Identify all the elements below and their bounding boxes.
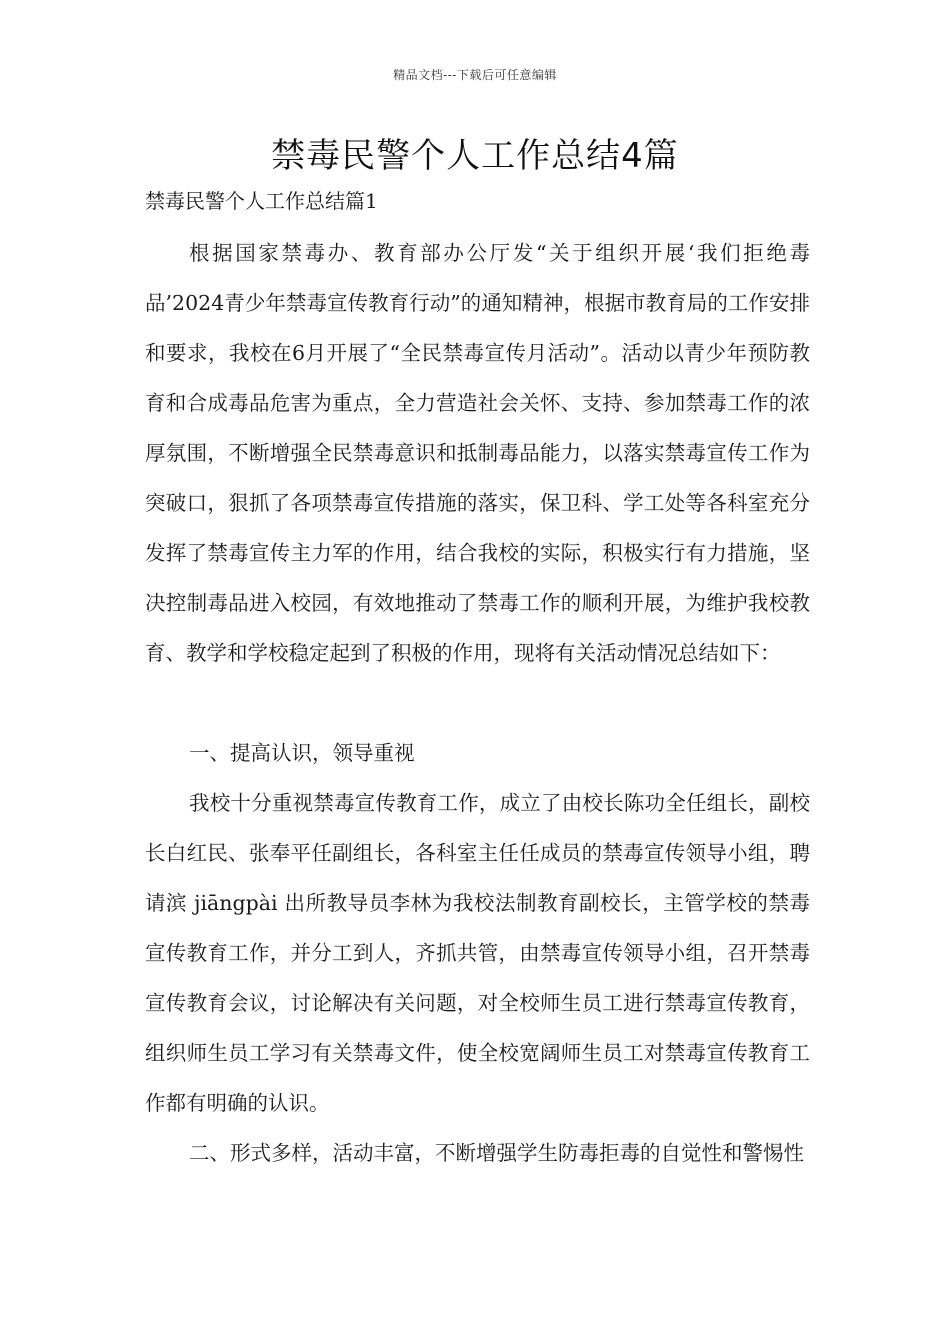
- subheading-2: 二、形式多样，活动丰富，不断增强学生防毒拒毒的自觉性和警惕性: [189, 1141, 804, 1165]
- body-paragraph-1: 我校十分重视禁毒宣传教育工作，成立了由校长陈功全任组长，副校长白红民、张奉平任副组长，各科室主任任成员的禁毒宣传领导小组，聘请滨 jiāngpài 出所教导员李林为我校法制教育副校长，主管学校的禁毒宣传教育工作，并分工到人，齐抓共管，由禁毒宣传领导小组，召开禁毒宣传教育会议，讨论解决有关问题，对全校师生员工进行禁毒宣传教育，组织师生员工学习有关禁毒文件，使全校宽阔师生员工对禁毒宣传教育工作都有明确的认识。: [145, 791, 810, 1115]
- document-title: 禁毒民警个人工作总结4篇: [271, 136, 679, 176]
- header-note: 精品文档---下载后可任意编辑: [393, 68, 557, 82]
- section-heading: 禁毒民警个人工作总结篇1: [145, 189, 378, 213]
- intro-paragraph: 根据国家禁毒办、教育部办公厅发“关于组织开展‘我们拒绝毒品’2024青少年禁毒宣传教育行动”的通知精神，根据市教育局的工作安排和要求，我校在6月开展了“全民禁毒宣传月活动”。活动以青少年预防教育和合成毒品危害为重点，全力营造社会关怀、支持、参加禁毒工作的浓厚氛围，不断增强全民禁毒意识和抵制毒品能力，以落实禁毒宣传工作为突破口，狠抓了各项禁毒宣传措施的落实，保卫科、学工处等各科室充分发挥了禁毒宣传主力军的作用，结合我校的实际，积极实行有力措施，坚决控制毒品进入校园，有效地推动了禁毒工作的顺利开展，为维护我校教育、教学和学校稳定起到了积极的作用，现将有关活动情况总结如下：: [145, 241, 810, 665]
- subheading-1: 一、提高认识，领导重视: [189, 741, 415, 765]
